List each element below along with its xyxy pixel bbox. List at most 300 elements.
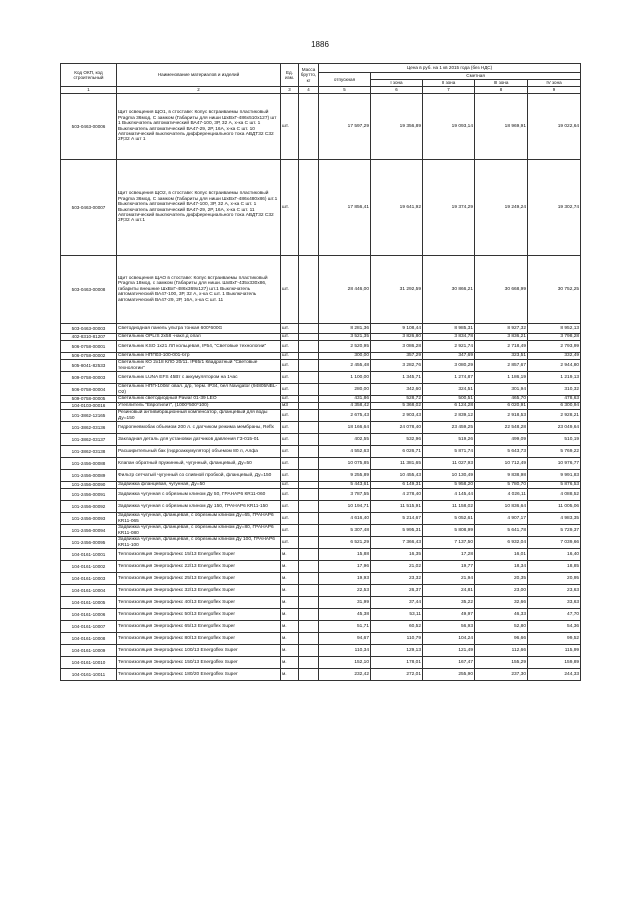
table-row	[61, 360, 581, 372]
item-mass	[299, 410, 319, 422]
header-price-group: Цена в руб. на 1 кв 2015 года (без НДС)	[319, 64, 581, 73]
item-code: 104-0161-10010	[61, 657, 117, 669]
zone-3-price: 1 186,19	[475, 372, 528, 384]
release-price: 18 166,64	[319, 422, 371, 434]
release-price: 19,93	[319, 573, 371, 585]
page-number: 1886	[311, 40, 329, 49]
item-code: 101-2456-00094	[61, 525, 117, 537]
item-code: 503-0463-00006	[61, 94, 117, 160]
item-mass	[299, 657, 319, 669]
zone-3-price: 22 548,28	[475, 422, 528, 434]
item-unit: шт.	[281, 396, 299, 403]
zone-1-price: 37,44	[371, 597, 423, 609]
table-row	[61, 470, 581, 482]
zone-2-price: 500,51	[423, 396, 475, 403]
zone-4-price: 3 798,28	[528, 334, 581, 341]
item-unit: м.	[281, 549, 299, 561]
column-number: 2	[117, 87, 281, 94]
item-unit: шт.	[281, 422, 299, 434]
table-row	[61, 334, 581, 341]
zone-1-price: 11 381,65	[371, 458, 423, 470]
table-row	[61, 489, 581, 501]
item-code: 509-0758-00005	[61, 396, 117, 403]
item-mass	[299, 489, 319, 501]
release-price: 4 358,42	[319, 403, 371, 410]
column-number: 7	[423, 87, 475, 94]
table-row	[61, 94, 581, 160]
item-mass	[299, 573, 319, 585]
zone-1-price: 4 278,40	[371, 489, 423, 501]
item-code: 101-2456-00095	[61, 537, 117, 549]
item-name: Теплоизоляция Энергофлекс 65/13 Energoflex Super	[117, 621, 281, 633]
item-code: 104-0161-10003	[61, 573, 117, 585]
column-number: 8	[475, 87, 528, 94]
release-price: 17 856,41	[319, 160, 371, 256]
zone-4-price: 8 952,13	[528, 324, 581, 334]
item-unit: шт.	[281, 360, 299, 372]
item-mass	[299, 645, 319, 657]
table-row	[61, 609, 581, 621]
item-mass	[299, 353, 319, 360]
item-mass	[299, 334, 319, 341]
zone-4-price: 1 219,13	[528, 372, 581, 384]
zone-4-price: 19 022,64	[528, 94, 581, 160]
zone-2-price: 167,47	[423, 657, 475, 669]
release-price: 3 521,35	[319, 334, 371, 341]
item-code: 101-3862-03138	[61, 446, 117, 458]
zone-2-price: 10 130,49	[423, 470, 475, 482]
item-unit: шт.	[281, 353, 299, 360]
zone-2-price: 7 137,50	[423, 537, 475, 549]
item-unit: м.	[281, 585, 299, 597]
item-mass	[299, 403, 319, 410]
item-name: Светильник KSO 1х21 ЛЛ кольцевая, IP54, "Световые технологии"	[117, 341, 281, 353]
table-row	[61, 621, 581, 633]
item-code: 506-0758-00001	[61, 341, 117, 353]
zone-3-price: 46,33	[475, 609, 528, 621]
price-table	[60, 63, 581, 681]
table-row	[61, 549, 581, 561]
table-row	[61, 525, 581, 537]
column-number: 3	[281, 87, 299, 94]
release-price: 2 675,43	[319, 410, 371, 422]
zone-4-price: 20,95	[528, 573, 581, 585]
header-mass: Масса брутто, кг	[299, 64, 319, 87]
zone-2-price: 1 274,87	[423, 372, 475, 384]
item-mass	[299, 458, 319, 470]
zone-4-price: 244,33	[528, 669, 581, 681]
item-mass	[299, 324, 319, 334]
zone-1-price: 31 292,59	[371, 256, 423, 324]
item-unit: шт.	[281, 482, 299, 489]
table-row	[61, 482, 581, 489]
zone-2-price: 3 080,29	[423, 360, 475, 372]
zone-3-price: 23,00	[475, 585, 528, 597]
release-price: 232,42	[319, 669, 371, 681]
zone-2-price: 19 374,29	[423, 160, 475, 256]
item-mass	[299, 470, 319, 482]
item-unit: шт.	[281, 470, 299, 482]
zone-2-price: 104,24	[423, 633, 475, 645]
item-name: Светильник светодиодный Pawar 01-39 LEO	[117, 396, 281, 403]
zone-1-price: 6 149,31	[371, 482, 423, 489]
release-price: 2 520,95	[319, 341, 371, 353]
table-row	[61, 446, 581, 458]
zone-2-price: 324,51	[423, 384, 475, 396]
zone-3-price: 155,29	[475, 657, 528, 669]
zone-3-price: 465,70	[475, 396, 528, 403]
item-unit: шт.	[281, 446, 299, 458]
item-name: Теплоизоляция Энергофлекс 15/13 Energoflex Super	[117, 549, 281, 561]
zone-2-price: 23 459,25	[423, 422, 475, 434]
release-price: 1 100,00	[319, 372, 371, 384]
item-name: Расширительный бак (гидроаккумулятор) объемом 80 л, Алфа	[117, 446, 281, 458]
table-row	[61, 657, 581, 669]
zone-1-price: 357,29	[371, 353, 423, 360]
item-mass	[299, 446, 319, 458]
zone-3-price: 52,80	[475, 621, 528, 633]
zone-3-price: 5 780,70	[475, 482, 528, 489]
zone-3-price: 16,01	[475, 549, 528, 561]
header-zone-4: IV зона	[528, 80, 581, 87]
zone-3-price: 96,66	[475, 633, 528, 645]
item-unit: м.	[281, 561, 299, 573]
item-unit: м.	[281, 645, 299, 657]
zone-1-price: 3 826,80	[371, 334, 423, 341]
item-unit: шт.	[281, 525, 299, 537]
table-row	[61, 573, 581, 585]
zone-2-price: 347,69	[423, 353, 475, 360]
zone-2-price: 2 839,12	[423, 410, 475, 422]
zone-4-price: 4 983,35	[528, 513, 581, 525]
zone-4-price: 16,40	[528, 549, 581, 561]
item-mass	[299, 561, 319, 573]
item-unit: шт.	[281, 489, 299, 501]
zone-2-price: 11 027,93	[423, 458, 475, 470]
zone-3-price: 18,34	[475, 561, 528, 573]
item-mass	[299, 94, 319, 160]
release-price: 9 255,89	[319, 470, 371, 482]
zone-2-price: 8 985,31	[423, 324, 475, 334]
item-code: 104-0161-10002	[61, 561, 117, 573]
zone-1-price: 16,35	[371, 549, 423, 561]
zone-3-price: 2 718,49	[475, 341, 528, 353]
zone-4-price: 7 039,66	[528, 537, 581, 549]
item-code: 104-0161-10007	[61, 621, 117, 633]
zone-2-price: 519,26	[423, 434, 475, 446]
item-code: 101-3862-12165	[61, 410, 117, 422]
item-name: Закладная деталь для установки датчиков давления ГЗ-015-01	[117, 434, 281, 446]
zone-4-price: 2 928,21	[528, 410, 581, 422]
zone-1-price: 19 641,92	[371, 160, 423, 256]
zone-3-price: 20,35	[475, 573, 528, 585]
item-name: Светильник LUNA EFS 45Вт с аккумулятором на 1час	[117, 372, 281, 384]
column-number: 5	[319, 87, 371, 94]
item-unit: м.	[281, 597, 299, 609]
zone-3-price: 4 026,11	[475, 489, 528, 501]
zone-2-price: 56,93	[423, 621, 475, 633]
zone-2-price: 17,28	[423, 549, 475, 561]
item-code: 101-2456-00093	[61, 513, 117, 525]
zone-1-price: 24 078,40	[371, 422, 423, 434]
zone-4-price: 5 876,53	[528, 482, 581, 489]
table-row	[61, 513, 581, 525]
zone-2-price: 4 145,44	[423, 489, 475, 501]
item-code: 101-3862-03137	[61, 434, 117, 446]
zone-2-price: 11 158,02	[423, 501, 475, 513]
item-code: 506-0758-00002	[61, 353, 117, 360]
item-unit: шт.	[281, 160, 299, 256]
column-number-row	[61, 87, 581, 94]
zone-3-price: 30 668,99	[475, 256, 528, 324]
zone-4-price: 30 752,25	[528, 256, 581, 324]
table-row	[61, 669, 581, 681]
zone-3-price: 18 969,91	[475, 94, 528, 160]
zone-3-price: 3 836,21	[475, 334, 528, 341]
zone-1-price: 2 903,43	[371, 410, 423, 422]
table-row	[61, 410, 581, 422]
column-number: 9	[528, 87, 581, 94]
zone-2-price: 5 871,74	[423, 446, 475, 458]
column-number: 1	[61, 87, 117, 94]
header-estimate: Сметная	[371, 73, 581, 80]
item-mass	[299, 501, 319, 513]
zone-4-price: 19 302,74	[528, 160, 581, 256]
item-name: Теплоизоляция Энергофлекс 40/13 Energoflex Super	[117, 597, 281, 609]
item-mass	[299, 360, 319, 372]
release-price: 15,88	[319, 549, 371, 561]
release-price: 4 552,63	[319, 446, 371, 458]
column-number: 6	[371, 87, 423, 94]
item-mass	[299, 513, 319, 525]
item-code: 402-8310-81207	[61, 334, 117, 341]
zone-1-price: 7 366,43	[371, 537, 423, 549]
item-code: 104-0161-10011	[61, 669, 117, 681]
zone-4-price: 9 991,83	[528, 470, 581, 482]
release-price: 431,86	[319, 396, 371, 403]
item-mass	[299, 372, 319, 384]
item-unit: шт.	[281, 458, 299, 470]
zone-4-price: 4 088,52	[528, 489, 581, 501]
release-price: 45,38	[319, 609, 371, 621]
zone-1-price: 21,02	[371, 561, 423, 573]
item-mass	[299, 396, 319, 403]
zone-4-price: 159,89	[528, 657, 581, 669]
item-code: 505-8041-82533	[61, 360, 117, 372]
item-name: Теплоизоляция Энергофлекс 100/13 Energoflex Super	[117, 645, 281, 657]
item-name: Задвижка чугунная с обрезным клином Ду 50, ГРАНАР6 КR11-060	[117, 489, 281, 501]
item-mass	[299, 585, 319, 597]
release-price: 5 443,61	[319, 482, 371, 489]
table-row	[61, 256, 581, 324]
header-unit: Ед. изм.	[281, 64, 299, 87]
zone-1-price: 129,13	[371, 645, 423, 657]
table-row	[61, 501, 581, 513]
zone-1-price: 178,01	[371, 657, 423, 669]
zone-4-price: 5 769,22	[528, 446, 581, 458]
item-code: 101-2456-00090	[61, 482, 117, 489]
header-name: Наименование материалов и изделий	[117, 64, 281, 87]
zone-1-price: 6 026,71	[371, 446, 423, 458]
item-name: Теплоизоляция Энергофлекс 32/13 Energoflex Super	[117, 585, 281, 597]
table-row	[61, 633, 581, 645]
item-name: Клапан обратный пружинный, чугунный, фланцевый, Ду=50	[117, 458, 281, 470]
release-price: 8 281,36	[319, 324, 371, 334]
item-mass	[299, 256, 319, 324]
item-mass	[299, 422, 319, 434]
zone-2-price: 19 093,14	[423, 94, 475, 160]
item-name: Резиновый антивибрационный компенсатор, фланцевый для воды Ду=150	[117, 410, 281, 422]
item-code: 101-2456-00089	[61, 470, 117, 482]
zone-1-price: 19 356,89	[371, 94, 423, 160]
item-code: 101-2456-00092	[61, 501, 117, 513]
item-unit: шт.	[281, 537, 299, 549]
item-unit: м.	[281, 609, 299, 621]
zone-1-price: 342,60	[371, 384, 423, 396]
table-row	[61, 396, 581, 403]
zone-1-price: 26,37	[371, 585, 423, 597]
zone-4-price: 99,52	[528, 633, 581, 645]
zone-3-price: 237,30	[475, 669, 528, 681]
release-price: 6 521,29	[319, 537, 371, 549]
release-price: 22,53	[319, 585, 371, 597]
item-code: 104-0161-10006	[61, 609, 117, 621]
zone-3-price: 4 907,17	[475, 513, 528, 525]
item-name: Теплоизоляция Энергофлекс 80/13 Energoflex Super	[117, 633, 281, 645]
item-name: Теплоизоляция Энергофлекс 50/13 Energoflex Super	[117, 609, 281, 621]
header-release-price: отпускная	[319, 73, 371, 87]
zone-4-price: 2 944,80	[528, 360, 581, 372]
zone-4-price: 33,63	[528, 597, 581, 609]
item-name: Светильник НПП-100вт овал. д/р, терм. IP34, бел Navigator (94805NBL-О2)	[117, 384, 281, 396]
zone-3-price: 323,51	[475, 353, 528, 360]
item-unit: шт.	[281, 434, 299, 446]
table-row	[61, 458, 581, 470]
zone-2-price: 30 866,21	[423, 256, 475, 324]
item-unit: шт.	[281, 410, 299, 422]
zone-4-price: 310,32	[528, 384, 581, 396]
table-row	[61, 353, 581, 360]
zone-3-price: 6 020,91	[475, 403, 528, 410]
item-code: 104-0161-10009	[61, 645, 117, 657]
table-row	[61, 341, 581, 353]
zone-2-price: 21,94	[423, 573, 475, 585]
zone-3-price: 301,94	[475, 384, 528, 396]
item-name: Щит освещения ЩАО в стоставе: Копус встраиваемы пластиковый Pragma 18мод. с замком (Габариты для ниши. ШхВхГ-435х330х86, габариты внешние ШхВхГ-486х369х127) шт.1 Выключатель автоматический ВА47-100, 3Р, 32 А, х-ка С шт. 1 Выключатель автоматический ВА47-29, 2Р, 16А, х-ка С шт. 11	[117, 256, 281, 324]
release-price: 51,71	[319, 621, 371, 633]
item-unit: шт.	[281, 334, 299, 341]
item-code: 503-0463-00008	[61, 256, 117, 324]
item-code: 101-3862-03136	[61, 422, 117, 434]
zone-4-price: 115,99	[528, 645, 581, 657]
zone-4-price: 54,36	[528, 621, 581, 633]
item-mass	[299, 160, 319, 256]
item-name: Задвижка чугунная, фланцевая, с обрезным клином Ду=65, ГРАНАР6 КR11-065	[117, 513, 281, 525]
table-row	[61, 537, 581, 549]
zone-1-price: 3 086,28	[371, 341, 423, 353]
zone-4-price: 23 049,64	[528, 422, 581, 434]
item-unit: м.	[281, 657, 299, 669]
zone-3-price: 5 643,73	[475, 446, 528, 458]
item-unit: шт.	[281, 94, 299, 160]
item-name: Теплоизоляция Энергофлекс 150/13 Energoflex Super	[117, 657, 281, 669]
item-code: 101-2456-00091	[61, 489, 117, 501]
item-name: Задвижка чугунная, фланцевая, с обрезным клином Ду 100, ГРАНАР6 КR11-100	[117, 537, 281, 549]
zone-1-price: 528,72	[371, 396, 423, 403]
column-number: 4	[299, 87, 319, 94]
release-price: 10 194,71	[319, 501, 371, 513]
zone-1-price: 532,96	[371, 434, 423, 446]
item-unit: шт.	[281, 256, 299, 324]
zone-2-price: 49,97	[423, 609, 475, 621]
zone-1-price: 272,01	[371, 669, 423, 681]
zone-1-price: 10 455,43	[371, 470, 423, 482]
zone-2-price: 35,22	[423, 597, 475, 609]
zone-4-price: 10 976,77	[528, 458, 581, 470]
header-zone-3: III зона	[475, 80, 528, 87]
zone-1-price: 5 995,31	[371, 525, 423, 537]
item-unit: м.	[281, 633, 299, 645]
release-price: 31,99	[319, 597, 371, 609]
zone-4-price: 332,49	[528, 353, 581, 360]
release-price: 4 616,40	[319, 513, 371, 525]
zone-4-price: 23,63	[528, 585, 581, 597]
zone-3-price: 32,66	[475, 597, 528, 609]
zone-2-price: 121,49	[423, 645, 475, 657]
item-unit: шт.	[281, 501, 299, 513]
zone-3-price: 8 927,32	[475, 324, 528, 334]
item-name: Светильник КО 2х18 КЛО 20/11. IP65/1 Квадратный "Световые технологии"	[117, 360, 281, 372]
item-name: Светильник НПП03-100-001-бтр	[117, 353, 281, 360]
table-row	[61, 324, 581, 334]
zone-4-price: 6 300,94	[528, 403, 581, 410]
zone-1-price: 9 108,44	[371, 324, 423, 334]
table-row	[61, 434, 581, 446]
release-price: 17 597,29	[319, 94, 371, 160]
zone-1-price: 23,32	[371, 573, 423, 585]
zone-4-price: 47,70	[528, 609, 581, 621]
item-code: 503-0463-00007	[61, 160, 117, 256]
zone-1-price: 5 214,67	[371, 513, 423, 525]
item-code: 104-0103-00016	[61, 403, 117, 410]
zone-3-price: 10 712,49	[475, 458, 528, 470]
item-unit: м.	[281, 573, 299, 585]
release-price: 2 455,48	[319, 360, 371, 372]
item-mass	[299, 537, 319, 549]
table-row	[61, 561, 581, 573]
release-price: 3 787,55	[319, 489, 371, 501]
item-mass	[299, 669, 319, 681]
item-mass	[299, 482, 319, 489]
zone-4-price: 478,63	[528, 396, 581, 403]
item-mass	[299, 549, 319, 561]
table-row	[61, 403, 581, 410]
release-price: 94,67	[319, 633, 371, 645]
table-row	[61, 645, 581, 657]
item-code: 104-0161-10008	[61, 633, 117, 645]
release-price: 5 307,48	[319, 525, 371, 537]
item-code: 503-0463-00003	[61, 324, 117, 334]
item-unit: шт.	[281, 324, 299, 334]
zone-3-price: 6 932,04	[475, 537, 528, 549]
release-price: 300,00	[319, 353, 371, 360]
zone-1-price: 1 345,71	[371, 372, 423, 384]
zone-3-price: 2 918,53	[475, 410, 528, 422]
zone-4-price: 18,85	[528, 561, 581, 573]
zone-1-price: 110,79	[371, 633, 423, 645]
zone-1-price: 5 368,02	[371, 403, 423, 410]
zone-2-price: 5 958,20	[423, 482, 475, 489]
